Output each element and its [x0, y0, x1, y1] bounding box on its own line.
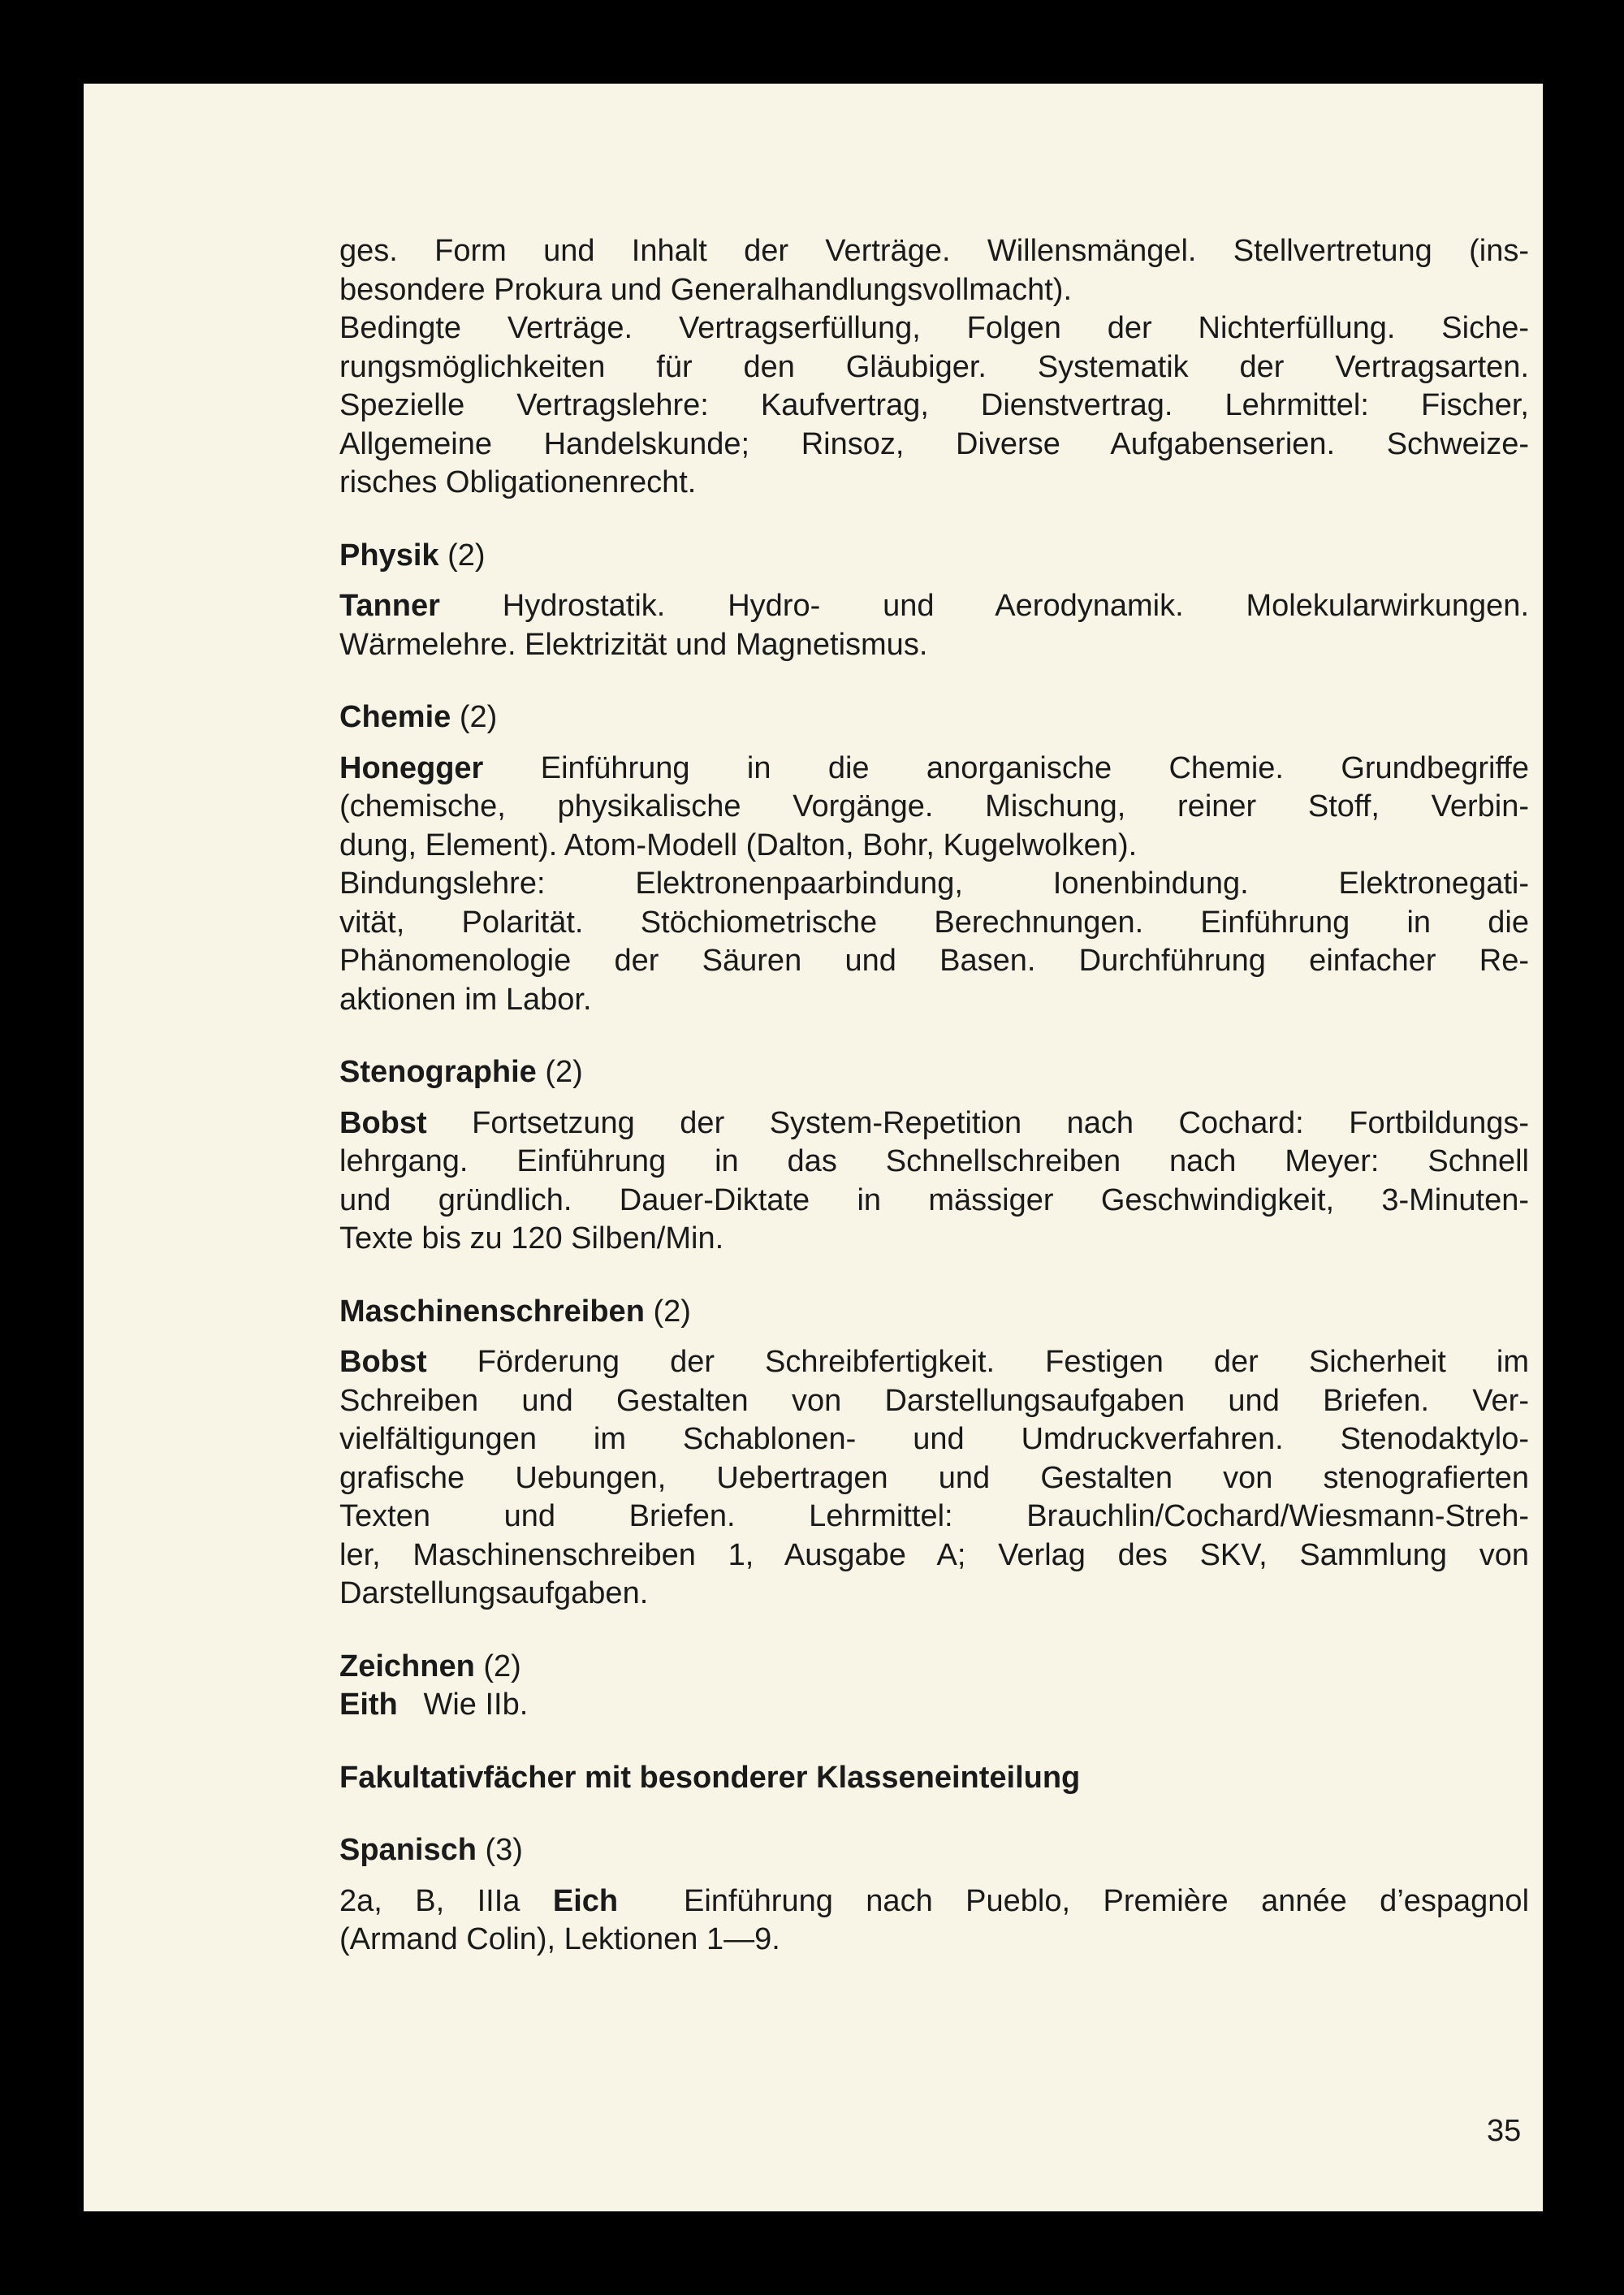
text-line: Texten und Briefen. Lehrmittel: Brauchlin/Cochard/Wiesmann-Streh-	[339, 1499, 1529, 1533]
subject-title: Zeichnen	[339, 1649, 475, 1683]
text-line: risches Obligationenrecht.	[339, 465, 697, 499]
text-line: Wärmelehre. Elektrizität und Magnetismus.	[339, 627, 928, 662]
page-content	[339, 232, 1529, 1960]
teacher-name: Eich	[552, 1883, 619, 1918]
section-stenographie	[339, 1053, 1529, 1259]
text-line: besondere Prokura und Generalhandlungsvollmacht).	[339, 272, 1072, 307]
text-line: Tanner Hydrostatik. Hydro- und Aerodynamik. Molekularwirkungen.	[339, 589, 1529, 623]
text-line: ler, Maschinenschreiben 1, Ausgabe A; Verlag des SKV, Sammlung von	[339, 1537, 1529, 1572]
text-line: (Armand Colin), Lektionen 1—9.	[339, 1922, 780, 1956]
section-physik	[339, 537, 1529, 665]
subject-title: Maschinenschreiben	[339, 1294, 645, 1329]
subject-title: Chemie	[339, 700, 451, 734]
subject-hours: (2)	[545, 1055, 583, 1089]
section-heading	[339, 537, 1529, 576]
section-chemie	[339, 698, 1529, 1019]
subject-title: Spanisch	[339, 1833, 477, 1867]
subject-hours: (2)	[653, 1294, 691, 1329]
section-spanisch	[339, 1831, 1529, 1960]
teacher-name: Tanner	[339, 589, 440, 623]
subject-title: Stenographie	[339, 1055, 537, 1089]
text-line: Schreiben und Gestalten von Darstellungsaufgaben und Briefen. Ver-	[339, 1383, 1529, 1418]
text-line: Honegger Einführung in die anorganische Chemie. Grundbegriffe	[339, 750, 1529, 785]
intro-paragraph	[339, 232, 1529, 503]
text-line: und gründlich. Dauer-Diktate in mässiger Geschwindigkeit, 3-Minuten-	[339, 1182, 1529, 1217]
subject-hours: (2)	[483, 1649, 521, 1683]
subject-title: Physik	[339, 538, 439, 573]
text-line: Darstellungsaufgaben.	[339, 1576, 649, 1610]
text-line: Bindungslehre: Elektronenpaarbindung, Ionenbindung. Elektronegati-	[339, 867, 1529, 901]
section-heading	[339, 1293, 1529, 1332]
text-line: Eith Wie IIb.	[339, 1688, 529, 1722]
text-line: Bobst Fortsetzung der System-Repetition nach Cochard: Fortbildungs-	[339, 1105, 1529, 1140]
text-line: (chemische, physikalische Vorgänge. Mischung, reiner Stoff, Verbin-	[339, 789, 1529, 823]
text-line: ges. Form und Inhalt der Verträge. Willensmängel. Stellvertretung (ins-	[339, 234, 1529, 268]
section-zeichnen	[339, 1648, 1529, 1725]
fakultativ-heading: Fakultativfächer mit besonderer Klasseneinteilung	[339, 1760, 1081, 1795]
text-line: 2a, B, IIIa Eich Einführung nach Pueblo, Première année d’espagnol	[339, 1883, 1530, 1918]
page	[84, 84, 1543, 2211]
section-heading	[339, 1831, 1529, 1870]
teacher-name: Bobst	[339, 1105, 427, 1140]
text-line: Phänomenologie der Säuren und Basen. Durchführung einfacher Re-	[339, 944, 1529, 978]
text-line: Bedingte Verträge. Vertragserfüllung, Folgen der Nichterfüllung. Siche-	[339, 311, 1529, 345]
teacher-name: Bobst	[339, 1345, 427, 1379]
teacher-name: Honegger	[339, 750, 484, 785]
page-number: 35	[1487, 2114, 1522, 2148]
text-line: vität, Polarität. Stöchiometrische Berechnungen. Einführung in die	[339, 905, 1529, 940]
teacher-name: Eith	[339, 1688, 398, 1722]
text-line: dung, Element). Atom-Modell (Dalton, Bohr, Kugelwolken).	[339, 828, 1138, 862]
text-line: aktionen im Labor.	[339, 982, 592, 1017]
class-list: 2a, B, IIIa	[339, 1883, 520, 1918]
text-line: Bobst Förderung der Schreibfertigkeit. Festigen der Sicherheit im	[339, 1345, 1529, 1379]
section-heading	[339, 698, 1529, 737]
section-maschinenschreiben	[339, 1293, 1529, 1614]
section-heading	[339, 1053, 1529, 1092]
text-line: Allgemeine Handelskunde; Rinsoz, Diverse Aufgabenserien. Schweize-	[339, 426, 1529, 461]
text-line: rungsmöglichkeiten für den Gläubiger. Systematik der Vertragsarten.	[339, 349, 1529, 384]
text-line: lehrgang. Einführung in das Schnellschreiben nach Meyer: Schnell	[339, 1144, 1529, 1178]
section-heading	[339, 1648, 1529, 1687]
text-line: Spezielle Vertragslehre: Kaufvertrag, Dienstvertrag. Lehrmittel: Fischer,	[339, 388, 1529, 422]
text-line: vielfältigungen im Schablonen- und Umdruckverfahren. Stenodaktylo-	[339, 1422, 1529, 1456]
subject-hours: (3)	[485, 1833, 523, 1867]
text-line: grafische Uebungen, Uebertragen und Gestalten von stenografierten	[339, 1460, 1529, 1495]
subject-hours: (2)	[459, 700, 498, 734]
subject-hours: (2)	[447, 538, 486, 573]
text-line: Texte bis zu 120 Silben/Min.	[339, 1221, 724, 1256]
